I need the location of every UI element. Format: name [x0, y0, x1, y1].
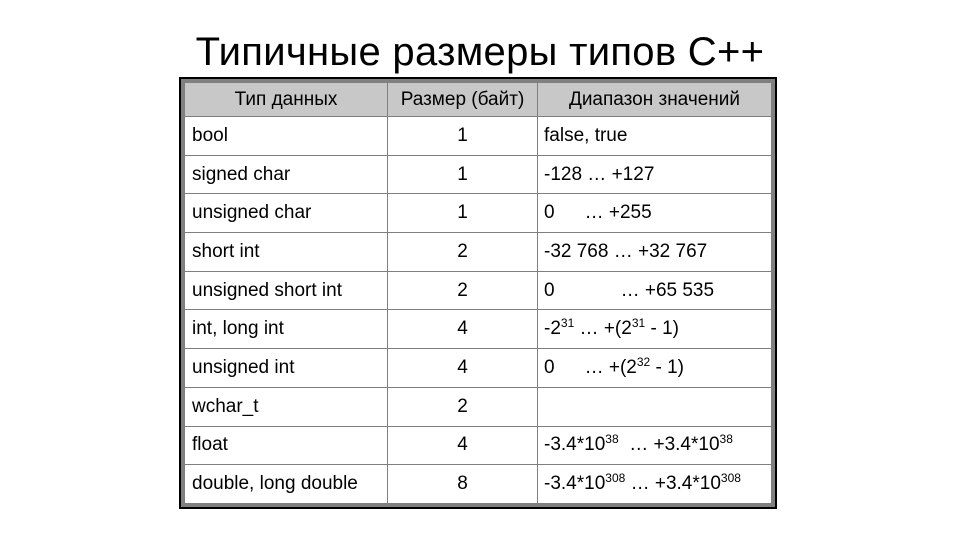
- cell-size: 4: [388, 349, 538, 388]
- range-min: 0: [544, 279, 555, 301]
- range-exponent: 308: [720, 471, 741, 486]
- cell-range: [538, 271, 772, 310]
- cell-type: double, long double: [185, 465, 388, 504]
- range-part: -2: [544, 318, 561, 340]
- cell-size: 1: [388, 117, 538, 156]
- range-exponent: 31: [631, 316, 646, 331]
- range-max: … +65 535: [620, 279, 715, 301]
- cell-type: short int: [185, 233, 388, 272]
- cell-size: 4: [388, 426, 538, 465]
- range-part: -3.4*10: [544, 434, 606, 456]
- cell-type: unsigned short int: [185, 271, 388, 310]
- cell-size: 2: [388, 271, 538, 310]
- cell-size: 2: [388, 387, 538, 426]
- range-part: … +3.4*10: [625, 473, 721, 495]
- cell-size: 1: [388, 194, 538, 233]
- cell-type: unsigned int: [185, 349, 388, 388]
- table-row: [185, 233, 772, 272]
- cell-range: false, true: [538, 117, 772, 156]
- cell-range: -32 768 … +32 767: [538, 233, 772, 272]
- cell-type: unsigned char: [185, 194, 388, 233]
- cell-type: signed char: [185, 155, 388, 194]
- range-exponent: 32: [636, 354, 651, 369]
- cell-type: float: [185, 426, 388, 465]
- range-part: … +(2: [584, 356, 637, 378]
- cell-range: [538, 465, 772, 504]
- range-part: … +3.4*10: [618, 434, 720, 456]
- table-row: [185, 155, 772, 194]
- table-row: [185, 426, 772, 465]
- table-row: [185, 310, 772, 349]
- cell-type: bool: [185, 117, 388, 156]
- header-size: Размер (байт): [388, 83, 538, 117]
- range-part: - 1): [650, 356, 684, 378]
- range-exponent: 38: [719, 432, 733, 447]
- cell-range: [538, 310, 772, 349]
- cell-range: -128 … +127: [538, 155, 772, 194]
- cell-size: 2: [388, 233, 538, 272]
- range-part: … +(2: [574, 318, 632, 340]
- range-exponent: 308: [605, 471, 626, 486]
- cell-range: [538, 426, 772, 465]
- range-part: - 1): [645, 318, 679, 340]
- cell-size: 8: [388, 465, 538, 504]
- types-table-frame: [179, 77, 777, 509]
- range-exponent: 38: [605, 432, 619, 447]
- table-row: [185, 117, 772, 156]
- table-row: [185, 387, 772, 426]
- table-row: [185, 194, 772, 233]
- table-header-row: [185, 83, 772, 117]
- slide-title: Типичные размеры типов С++: [195, 30, 765, 74]
- header-type: Тип данных: [185, 83, 388, 117]
- range-max: … +255: [584, 202, 652, 224]
- range-exponent: 31: [560, 316, 575, 331]
- table-row: [185, 271, 772, 310]
- range-part: -3.4*10: [544, 473, 606, 495]
- cell-size: 1: [388, 155, 538, 194]
- header-range: Диапазон значений: [538, 83, 772, 117]
- table-row: [185, 349, 772, 388]
- types-table: [184, 82, 772, 504]
- cell-range: [538, 387, 772, 426]
- table-row: [185, 465, 772, 504]
- cell-type: wchar_t: [185, 387, 388, 426]
- cell-range: [538, 194, 772, 233]
- cell-range: [538, 349, 772, 388]
- range-min: 0: [544, 356, 555, 378]
- cell-type: int, long int: [185, 310, 388, 349]
- range-min: 0: [544, 202, 555, 224]
- cell-size: 4: [388, 310, 538, 349]
